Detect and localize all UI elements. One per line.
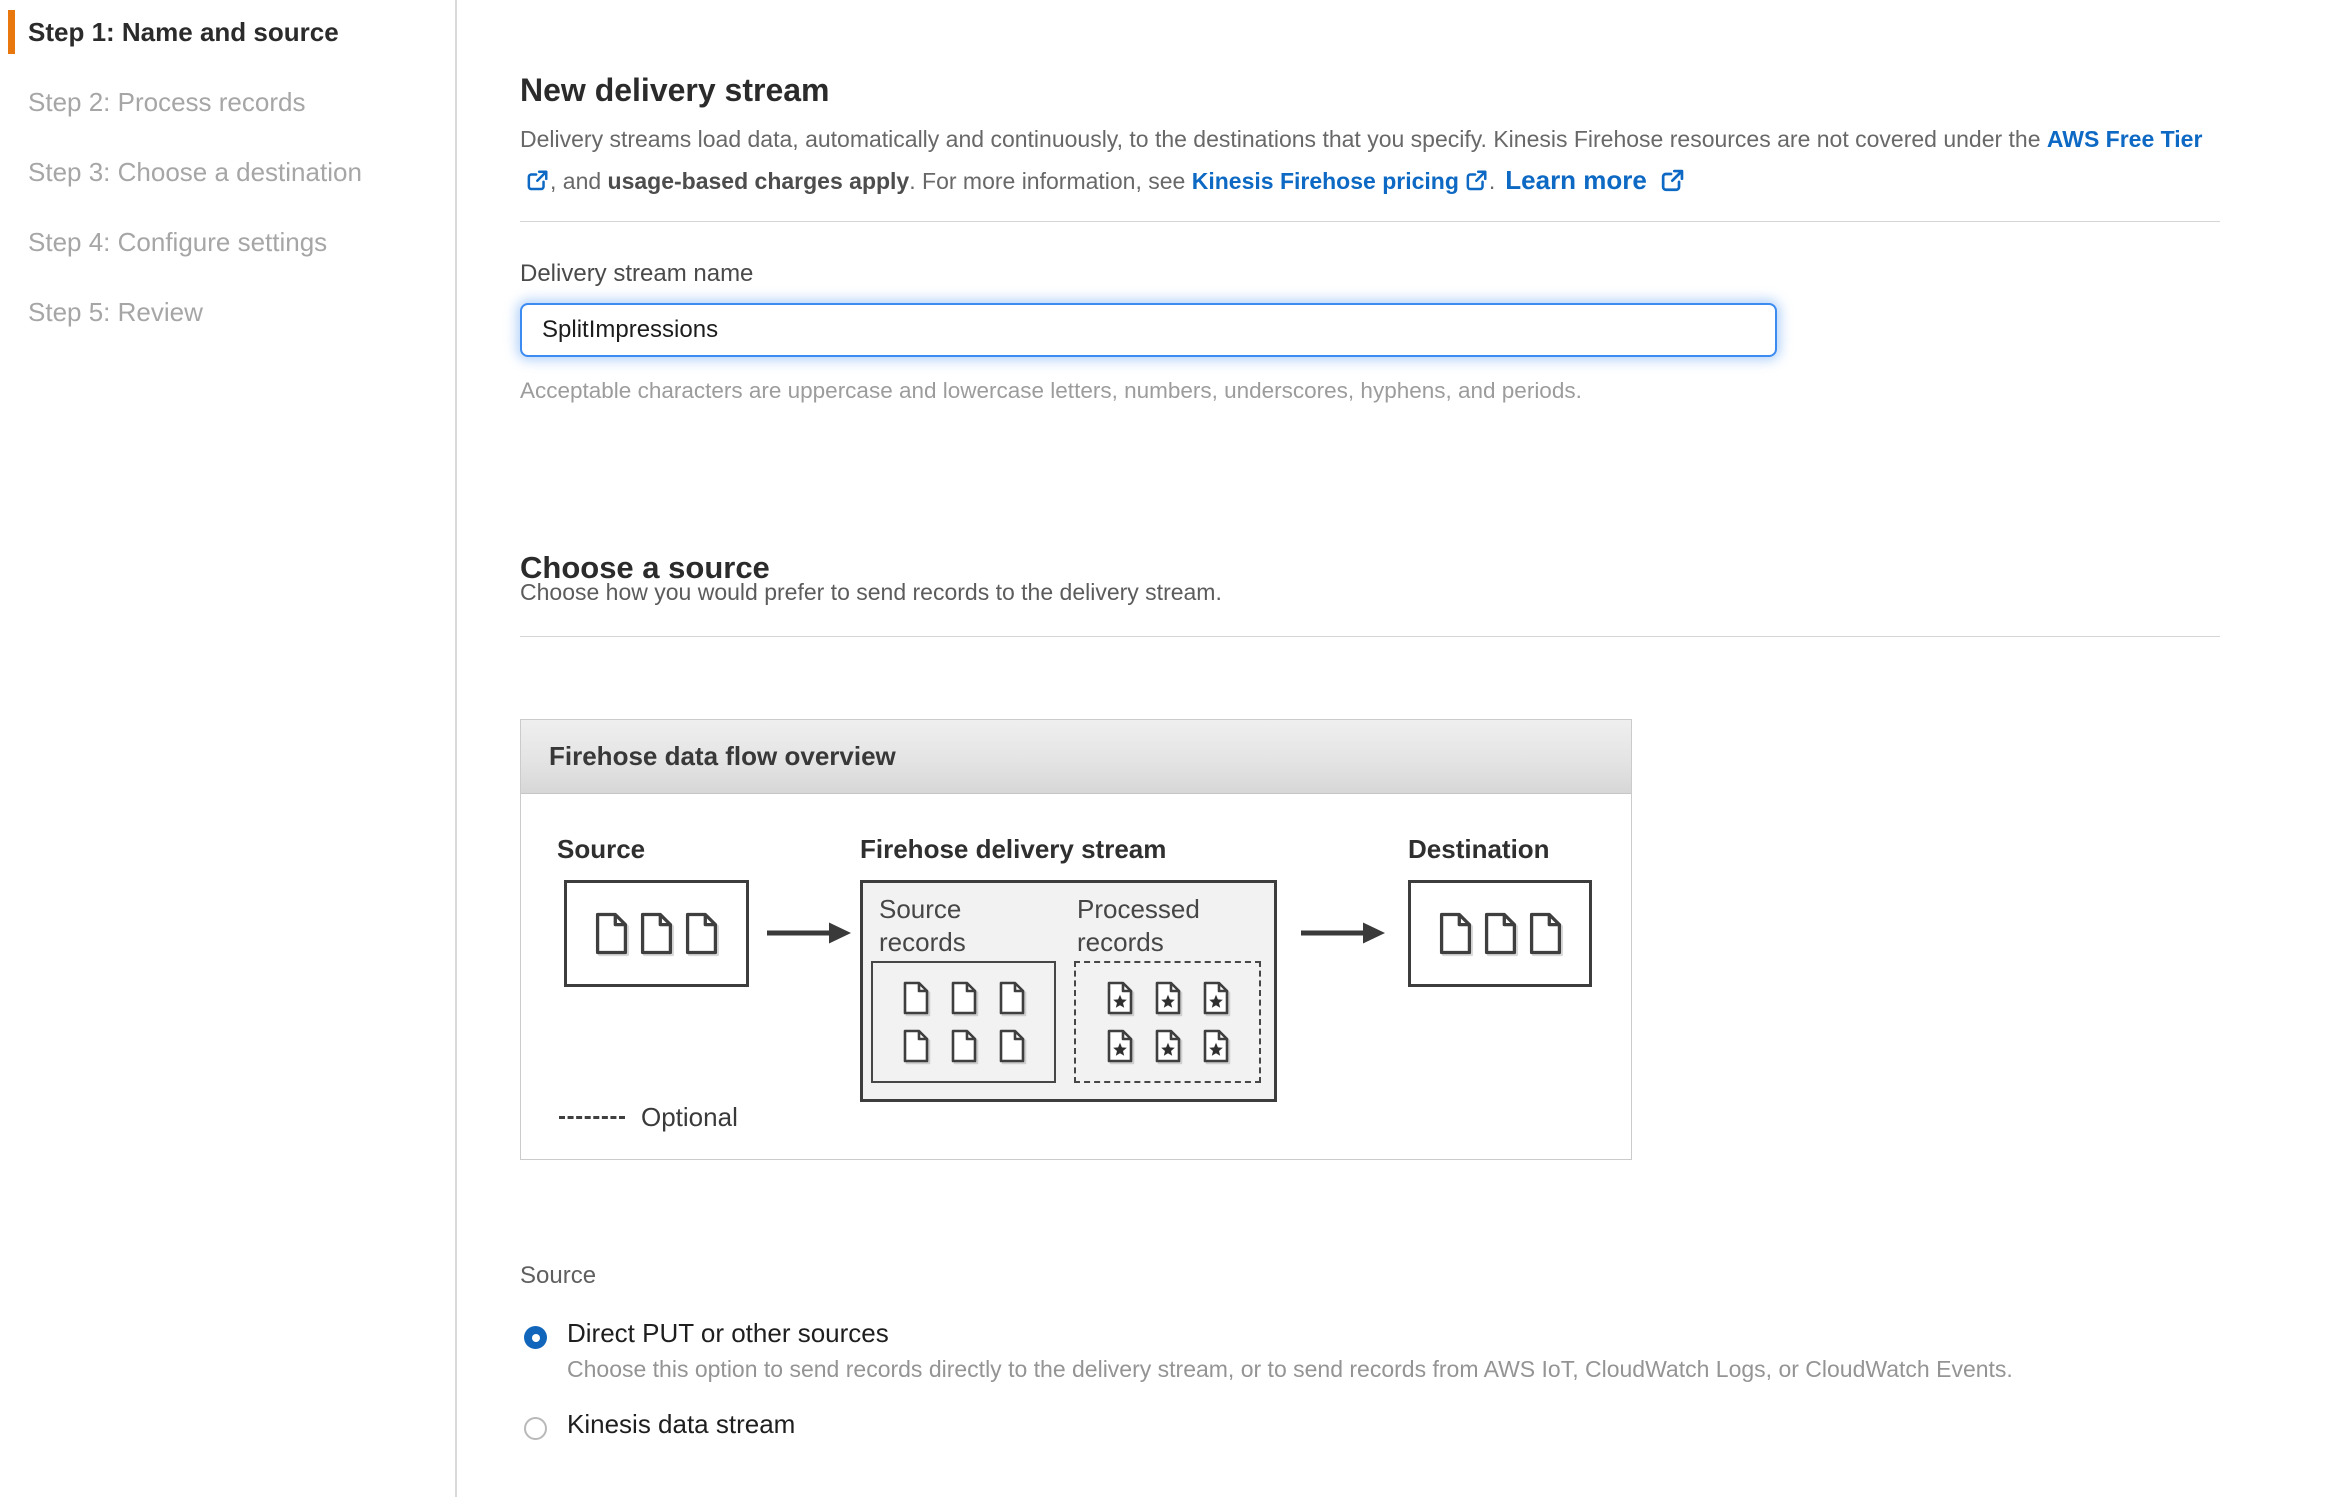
kinesis-firehose-pricing-link[interactable] [1192,168,1489,194]
learn-more-link-label: Learn more [1505,165,1647,195]
diagram-delivery-stream-box [860,880,1277,1102]
usage-charges-bold-text: usage-based charges apply [607,168,910,194]
choose-source-subtitle: Choose how you would prefer to send records to the delivery stream. [520,579,1222,605]
section-divider [520,636,2220,637]
optional-legend [559,1102,738,1133]
document-icon [999,1029,1025,1063]
sidebar-divider [455,0,457,1497]
starred-document-icon [1155,981,1181,1015]
section-divider [520,221,2220,222]
learn-more-link[interactable] [1505,165,1686,195]
direct-put-option-description: Choose this option to send records directly to the delivery stream, or to send records from AWS IoT, CloudWatch Logs, or CloudWatch Events. [567,1356,2013,1382]
delivery-stream-name-input[interactable] [520,303,1777,357]
starred-document-icon [1155,1029,1181,1063]
intro-segment: Delivery streams load data, automatically and continuously, to the destinations that you specify. Kinesis Firehose resources are not covered under the [520,126,2047,152]
sidebar-step-1-name-and-source[interactable]: Step 1: Name and source [0,17,455,47]
starred-document-icon [1107,1029,1133,1063]
document-icon [999,981,1025,1015]
starred-document-icon [1203,1029,1229,1063]
external-link-icon [1659,167,1686,194]
source-records-label: Source records [879,894,966,957]
diagram-destination-heading: Destination [1408,834,1550,864]
document-icon [1439,912,1472,955]
wizard-steps-sidebar [0,17,455,367]
delivery-stream-name-label: Delivery stream name [520,260,754,287]
intro-segment: , and [550,168,608,194]
radio-kinesis-data-stream[interactable] [524,1417,547,1440]
document-icon [951,981,977,1015]
document-icon [951,1029,977,1063]
diagram-source-box [564,880,749,987]
external-link-icon [1464,168,1489,193]
choose-source-title: Choose a source [520,549,770,585]
document-icon [903,1029,929,1063]
source-records-box [871,961,1056,1083]
optional-legend-label: Optional [641,1102,738,1132]
external-link-icon [525,168,550,193]
diagram-destination-box [1408,880,1592,987]
kinesis-stream-option-label[interactable]: Kinesis data stream [567,1409,796,1439]
direct-put-option-label[interactable]: Direct PUT or other sources [567,1318,889,1348]
diagram-stream-heading: Firehose delivery stream [860,834,1167,864]
document-icon [595,912,628,955]
sidebar-step-2-process-records[interactable]: Step 2: Process records [28,87,306,117]
starred-document-icon [1107,981,1133,1015]
intro-segment: . For more information, see [909,168,1192,194]
firehose-data-flow-card [520,719,1632,1160]
diagram-source-heading: Source [557,834,646,864]
document-icon [903,981,929,1015]
document-icon [1484,912,1517,955]
processed-records-box [1074,961,1261,1083]
sidebar-step-4-configure-settings[interactable]: Step 4: Configure settings [28,227,328,257]
page-title: New delivery stream [520,72,830,109]
pricing-link-label: Kinesis Firehose pricing [1191,168,1459,194]
sidebar-step-5-review[interactable]: Step 5: Review [28,297,203,327]
data-flow-card-title: Firehose data flow overview [549,741,896,771]
intro-text [520,119,2225,202]
intro-segment: . [1488,168,1496,194]
processed-records-label: Processed records [1077,894,1200,957]
source-choice-label: Source [520,1262,597,1289]
document-icon [685,912,718,955]
flow-arrow-icon [1301,919,1387,947]
document-icon [640,912,673,955]
starred-document-icon [1203,981,1229,1015]
sidebar-step-3-choose-destination[interactable]: Step 3: Choose a destination [28,157,362,187]
aws-free-tier-link-label: AWS Free Tier [2046,126,2203,152]
dashed-line-icon [559,1116,625,1119]
flow-arrow-icon [767,919,853,947]
radio-direct-put[interactable] [524,1326,547,1349]
document-icon [1529,912,1562,955]
data-flow-diagram [521,794,1631,1159]
data-flow-card-header [521,720,1631,794]
name-help-text: Acceptable characters are uppercase and lowercase letters, numbers, underscores, hyphens, and periods. [520,378,1582,403]
